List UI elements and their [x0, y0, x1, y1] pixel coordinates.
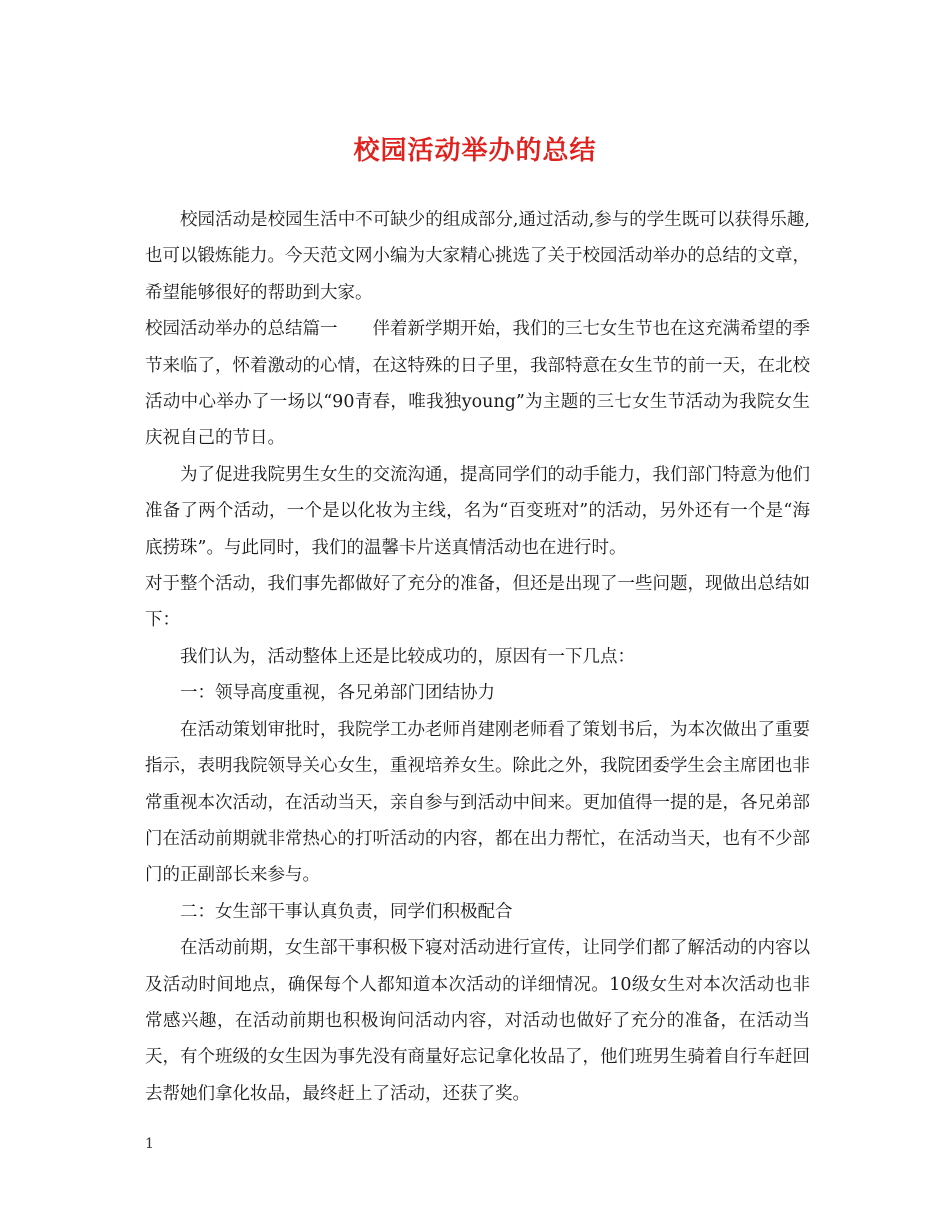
- paragraph-part-one: 校园活动举办的总结篇一 伴着新学期开始，我们的三七女生节也在这充满希望的季节来临了，怀着激动的心情，在这特殊的日子里，我部特意在女生节的前一天，在北校活动中心举办了一场以“90青春，唯我独young”为主题的三七女生节活动为我院女生庆祝自己的节日。: [145, 319, 810, 449]
- document-body: [145, 202, 810, 1112]
- paragraph-point-one: 在活动策划审批时，我院学工办老师肖建刚老师看了策划书后，为本次做出了重要指示，表明我院领导关心女生，重视培养女生。除此之外，我院团委学生会主席团也非常重视本次活动，在活动当天，亲自参与到活动中间来。更加值得一提的是，各兄弟部门在活动前期就非常热心的打听活动的内容，都在出力帮忙，在活动当天，也有不少部门的正副部长来参与。: [145, 719, 810, 886]
- paragraph-intro: 校园活动是校园生活中不可缺少的组成部分,通过活动,参与的学生既可以获得乐趣,也可以锻炼能力。今天范文网小编为大家精心挑选了关于校园活动举办的总结的文章，希望能够很好的帮助到大家。: [145, 210, 810, 303]
- page-number: 1: [145, 1136, 154, 1152]
- paragraph-point-two: 在活动前期，女生部干事积极下寝对活动进行宣传，让同学们都了解活动的内容以及活动时间地点，确保每个人都知道本次活动的详细情况。10级女生对本次活动也非常感兴趣，在活动前期也积极询问活动内容，对活动也做好了充分的准备，在活动当天，有个班级的女生因为事先没有商量好忘记拿化妆品了，他们班男生骑着自行车赶回去帮她们拿化妆品，最终赶上了活动，还获了奖。: [145, 938, 810, 1104]
- document-title: 校园活动举办的总结: [353, 136, 597, 166]
- heading-point-two: 二：女生部干事认真负责，同学们积极配合: [180, 901, 513, 922]
- heading-point-one: 一：领导高度重视，各兄弟部门团结协力: [180, 683, 495, 704]
- paragraph-summary-lead: 对于整个活动，我们事先都做好了充分的准备，但还是出现了一些问题，现做出总结如下：: [145, 574, 810, 631]
- paragraph-activities: 为了促进我院男生女生的交流沟通，提高同学们的动手能力，我们部门特意为他们准备了两个活动，一个是以化妆为主线，名为“百变班对”的活动，另外还有一个是“海底捞珠”。与此同时，我们的温馨卡片送真情活动也在进行时。: [145, 464, 810, 558]
- paragraph-success-reasons: 我们认为，活动整体上还是比较成功的，原因有一下几点：: [180, 646, 635, 667]
